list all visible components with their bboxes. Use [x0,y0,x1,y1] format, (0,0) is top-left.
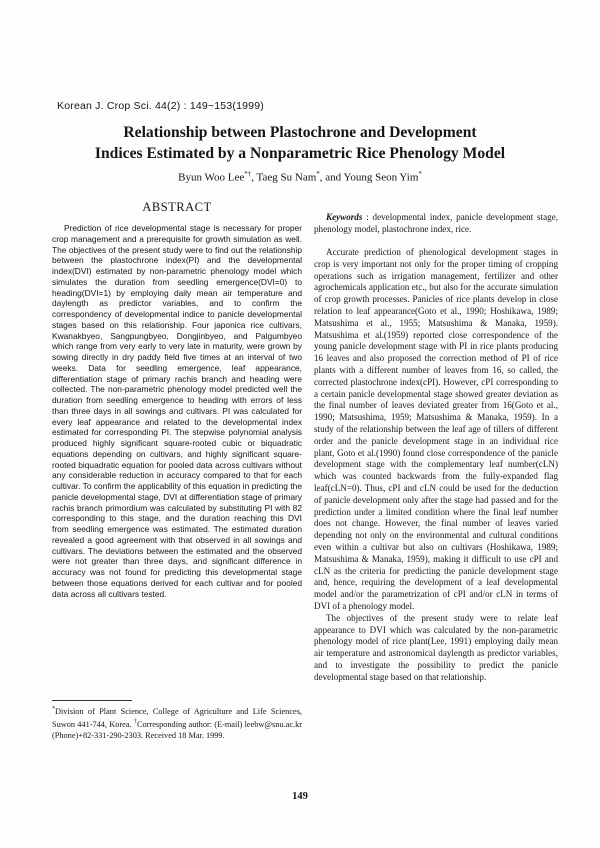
keywords-text: developmental index, panicle development stage, phenology model, plastochrone index, rice. [314,212,558,234]
keywords [314,211,558,235]
footnote-correspondence: Corresponding author: (E-mail) leebw@snu.ac.kr (Phone)+82-331-290-2303. Received 18 Mar. 1999. [52,720,302,740]
keywords-separator: : [362,212,373,222]
author-1: Byun Woo Lee [178,171,245,184]
footnote-divider [52,700,132,701]
paper-title [40,122,560,164]
author-3-mark: * [418,170,422,178]
title-line-2: Indices Estimated by a Nonparametric Rice Phenology Model [94,145,506,162]
introduction-paragraph-2: The objectives of the present study were to relate leaf appearance to DVI which was calculated by the non-parametric phenology model of rice plant(Lee, 1991) employing daily mean air temperature and astronomical daylength as predictor variables, and to investigate the possibility to predict the panicle developmental stage based on that relationship. [314,612,558,682]
abstract-heading: ABSTRACT [142,200,212,214]
footnote-affiliation: Division of Plant Science, College of Agriculture and Life Sciences, Suwon 441-744, Korea. [52,706,302,730]
introduction-paragraph-1: Accurate prediction of phenological development stages in crop is very important not only for the proper timing of cropping operations such as irrigation management, fertilizer and other agrochemicals application etc., but also for the accurate simulation of crop growth processes. Panicles of rice plants develop in close relation to leaf appearance(Goto et al., 1990; Hoshikawa, 1989; Matsushima et al., 1955; Matsushima & Manaka, 1959). Matsushima et al.(1959) reported close correspondence of the young panicle development stage with PI in rice plants producing 16 leaves and also proposed the correction method of PI of rice plants with a different number of leaves from 16, so called, the corrected plastochrone index(cPI). However, cPI corresponding to a certain panicle developmental stage showed greater deviation as the final number of leaves deviated greater from 16(Goto et al., 1990; Matsushima, 1959; Matsushima & Manaka, 1959). In a study of the relationship between the leaf age of tillers of different order and the panicle development stage in an individual rice plant, Goto et al.(1990) found close correspondence of the panicle development stage with the complementary leaf number(cLN) which was counted backwards from the fully-expanded flag leaf(cLN=0). Thus, cPI and cLN could be used for the deduction of panicle development only after the stage had passed and for the prediction under a limited condition where the final leaf number does not change. However, the final number of leaves varied depending not only on the environmental and cultural conditions even within a cultivar but also on cultivars (Hoshikawa, 1989; Matsushima & Manaka, 1959), making it difficult to use cPI and cLN as the criteria for predicting the panicle development stage and, hence, requiring the development of a leaf developmental model and/or the parametrization of cPI and/or cLN in terms of DVI of a phenology model. [314,247,558,611]
author-3: Young Seon Yim [343,171,419,184]
journal-reference: Korean J. Crop Sci. 44(2) : 149~153(1999) [57,100,264,112]
keywords-label: Keywords [326,212,363,222]
abstract-text: Prediction of rice developmental stage is necessary for proper crop management and a prerequisite for growth simulation as well. The objectives of the present study were to find out the relationship between the plastochrone index(PI) and the developmental index(DVI) estimated by non-parametric phenology model which simulates the duration from seedling emergence(DVI=0) to heading(DVI=1) by employing daily mean air temperature and daylength as predictor variables, and to confirm the correspondency of developmental indice to panicle developmental stages based on this relationship. Four japonica rice cultivars, Kwanakbyeo, Sangpungbyeo, Dongjinbyeo, and Palgumbyeo which range from very early to very late in maturity, were grown by sowing directly in dry paddy field five times at an interval of two weeks. Data for seedling emergence, leaf appearance, differentiation stage of primary rachis branch and heading were collected. The non-parametric phenology model predicted well the duration from seedling emergence to heading with errors of less than three days in all sowings and cultivars. PI was calculated for every leaf appearance and related to the developmental index estimated for corresponding PI. The stepwise polynomial analysis produced highly significant square-rooted cubic or biquadratic equations depending on cultivars, and highly significant square-rooted biquadratic equation for pooled data across cultivars without any considerable reduction in accuracy compared to that for each cultivar. To confirm the applicability of this equation in predicting the panicle developmental stage, DVI at differentiation stage of primary rachis branch primordium was calculated by substituting PI with 82 corresponding to this stage, and the duration reaching this DVI from seedling emergence was estimated. The estimated duration revealed a good agreement with that observed in all sowings and cultivars. The deviations between the estimated and the observed were not greater than three days, and significant difference in accuracy was not found for predicting this developmental stage between those equations derived for each cultivar and for pooled data across all cultivars tested. [52,223,302,599]
author-separator-1: , [251,171,257,184]
footnote-mark-1: * [52,706,55,712]
author-2: Taeg Su Nam [256,171,317,184]
page-number: 149 [292,791,308,802]
footnote [52,704,302,741]
author-list [40,170,560,184]
author-separator-2: , and [319,171,344,184]
title-line-1: Relationship between Plastochrone and Development [123,124,477,141]
footnote-mark-2: † [133,719,137,726]
introduction-column [314,247,558,683]
author-2-mark: * [316,170,320,178]
author-1-mark: *† [244,170,252,178]
